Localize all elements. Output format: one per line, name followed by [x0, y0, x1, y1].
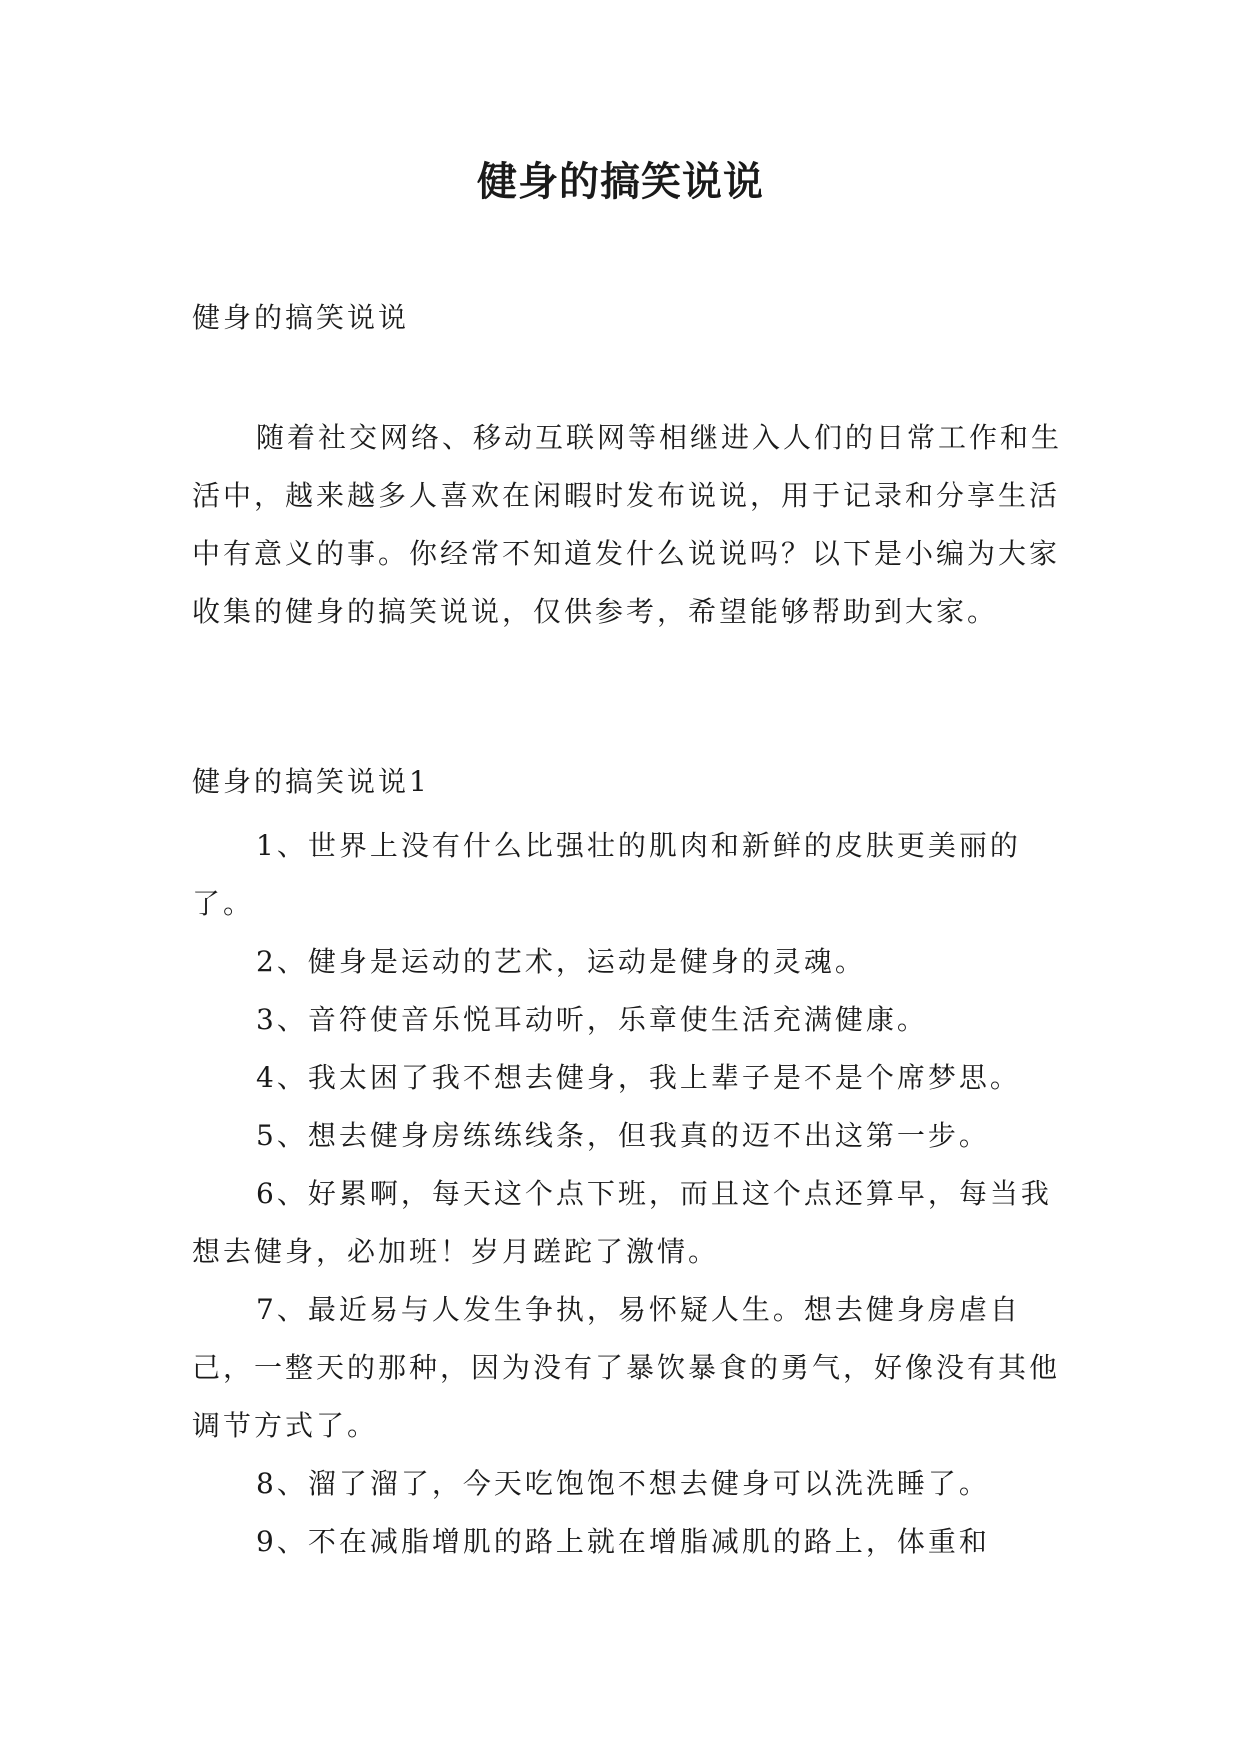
list-item: 2、健身是运动的艺术，运动是健身的灵魂。	[256, 945, 866, 978]
list-item: 5、想去健身房练练线条，但我真的迈不出这第一步。	[256, 1119, 990, 1152]
list-item: 9、不在减脂增肌的路上就在增脂减肌的路上，体重和	[256, 1525, 990, 1558]
document-title: 健身的搞笑说说	[477, 158, 764, 205]
items-list	[192, 817, 1072, 1571]
list-item: 4、我太困了我不想去健身，我上辈子是不是个席梦思。	[256, 1061, 1021, 1094]
list-item: 1、世界上没有什么比强壮的肌肉和新鲜的皮肤更美丽的了。	[192, 829, 1021, 920]
document-subtitle: 健身的搞笑说说	[192, 301, 410, 334]
list-item: 3、音符使音乐悦耳动听，乐章使生活充满健康。	[256, 1003, 928, 1036]
intro-section	[192, 409, 1072, 641]
intro-paragraph: 随着社交网络、移动互联网等相继进入人们的日常工作和生活中，越来越多人喜欢在闲暇时发布说说，用于记录和分享生活中有意义的事。你经常不知道发什么说说吗？以下是小编为大家收集的健身的搞笑说说，仅供参考，希望能够帮助到大家。	[192, 421, 1063, 628]
list-item: 7、最近易与人发生争执，易怀疑人生。想去健身房虐自己，一整天的那种，因为没有了暴饮暴食的勇气，好像没有其他调节方式了。	[192, 1293, 1061, 1442]
list-item: 6、好累啊，每天这个点下班，而且这个点还算早，每当我想去健身，必加班！岁月蹉跎了激情。	[192, 1177, 1052, 1268]
list-item: 8、溜了溜了，今天吃饱饱不想去健身可以洗洗睡了。	[256, 1467, 990, 1500]
section-heading: 健身的搞笑说说1	[192, 765, 430, 798]
